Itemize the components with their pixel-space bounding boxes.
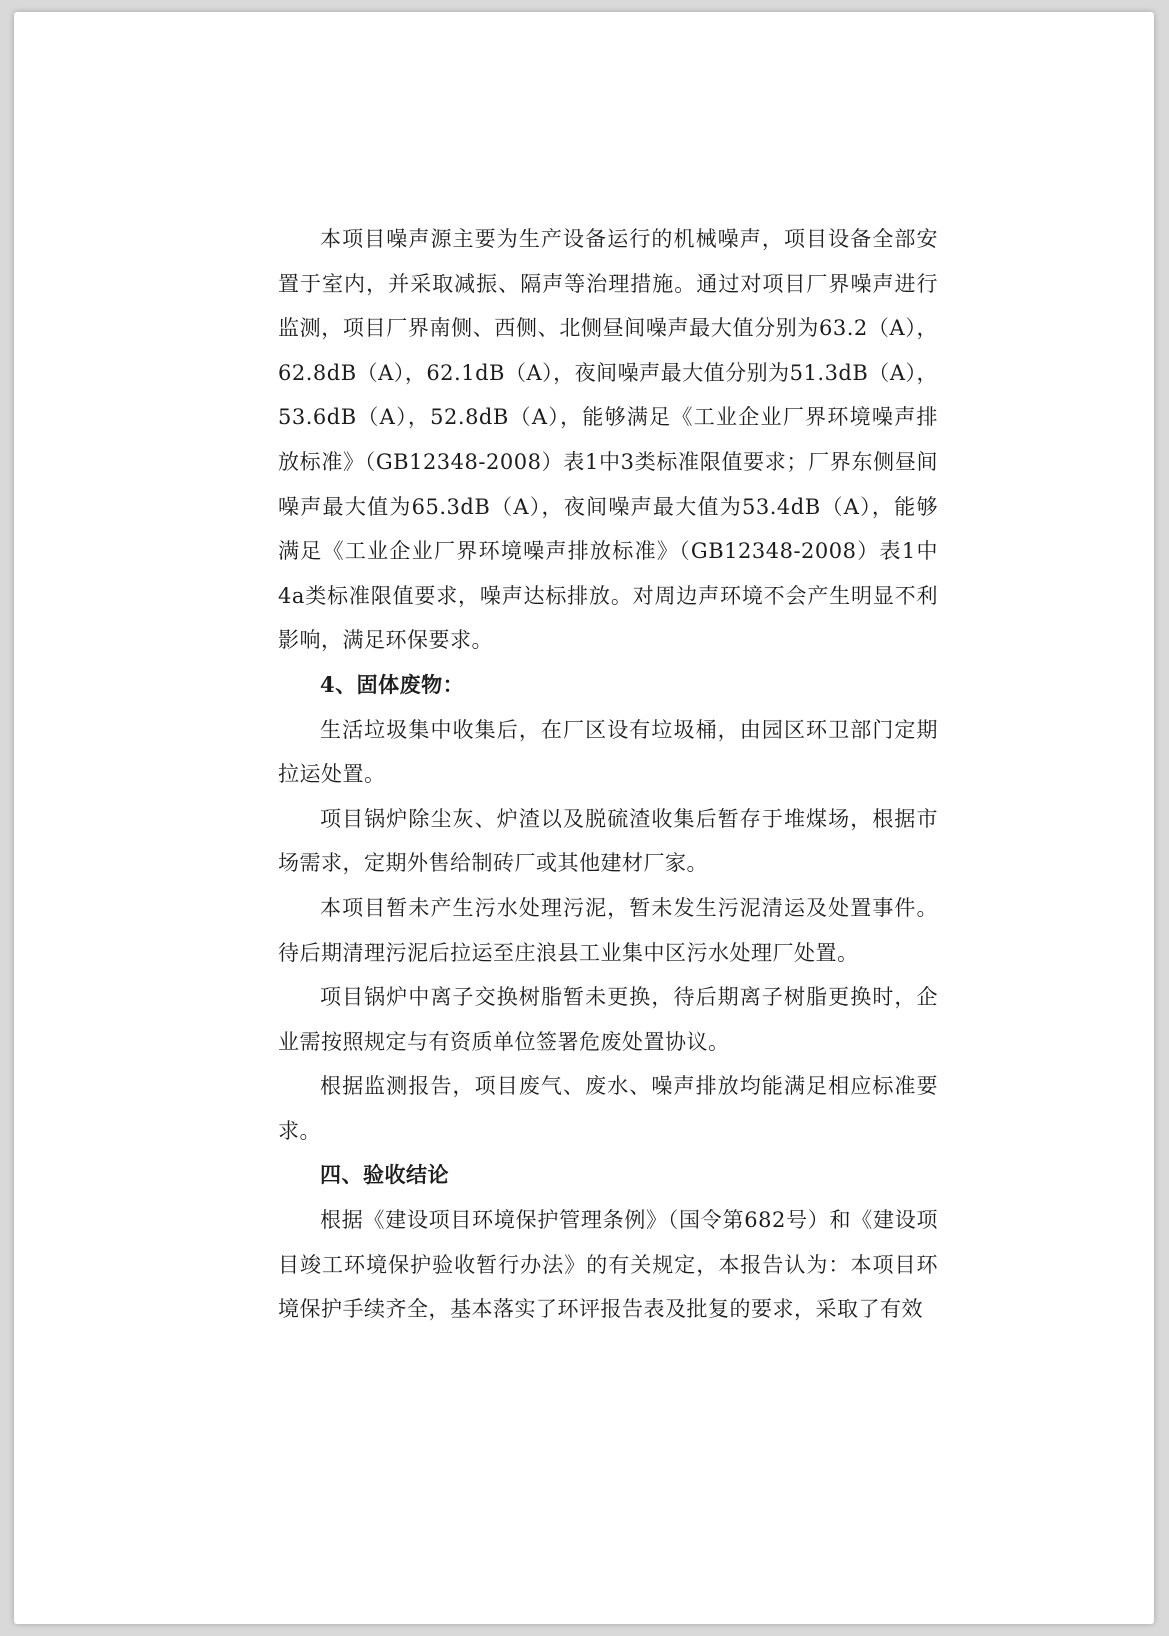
paragraph-boiler-ash: 项目锅炉除尘灰、炉渣以及脱硫渣收集后暂存于堆煤场，根据市场需求，定期外售给制砖厂或其他建材厂家。 (278, 806, 938, 876)
section-heading-conclusion: 四、验收结论 (320, 1162, 449, 1188)
paragraph-conclusion: 根据《建设项目环境保护管理条例》（国令第682号）和《建设项目竣工环境保护验收暂行办法》的有关规定，本报告认为：本项目环境保护手续齐全，基本落实了环评报告表及批复的要求，采取了有效 (278, 1208, 938, 1322)
paragraph-domestic-waste: 生活垃圾集中收集后，在厂区设有垃圾桶，由园区环卫部门定期拉运处置。 (278, 717, 938, 787)
document-page (14, 12, 1154, 1624)
document-body (278, 217, 938, 1332)
paragraph-monitoring-summary: 根据监测报告，项目废气、废水、噪声排放均能满足相应标准要求。 (278, 1074, 938, 1143)
section-heading-solid-waste: 4、固体废物： (320, 671, 465, 697)
paragraph-ion-exchange-resin: 项目锅炉中离子交换树脂暂未更换，待后期离子树脂更换时，企业需按照规定与有资质单位签署危废处置协议。 (278, 985, 938, 1054)
paragraph-noise: 本项目噪声源主要为生产设备运行的机械噪声，项目设备全部安置于室内，并采取减振、隔声等治理措施。通过对项目厂界噪声进行监测，项目厂界南侧、西侧、北侧昼间噪声最大值分别为63.2（A），62.8dB（A），62.1dB（A），夜间噪声最大值分别为51.3dB（A），53.6dB（A），52.8dB（A），能够满足《工业企业厂界环境噪声排放标准》（GB12348-2008）表1中3类标准限值要求；厂界东侧昼间噪声最大值为65.3dB（A），夜间噪声最大值为53.4dB（A），能够满足《工业企业厂界环境噪声排放标准》（GB12348-2008）表1中4a类标准限值要求，噪声达标排放。对周边声环境不会产生明显不利影响，满足环保要求。 (278, 227, 938, 653)
paragraph-sludge: 本项目暂未产生污水处理污泥，暂未发生污泥清运及处置事件。待后期清理污泥后拉运至庄浪县工业集中区污水处理厂处置。 (278, 895, 938, 965)
